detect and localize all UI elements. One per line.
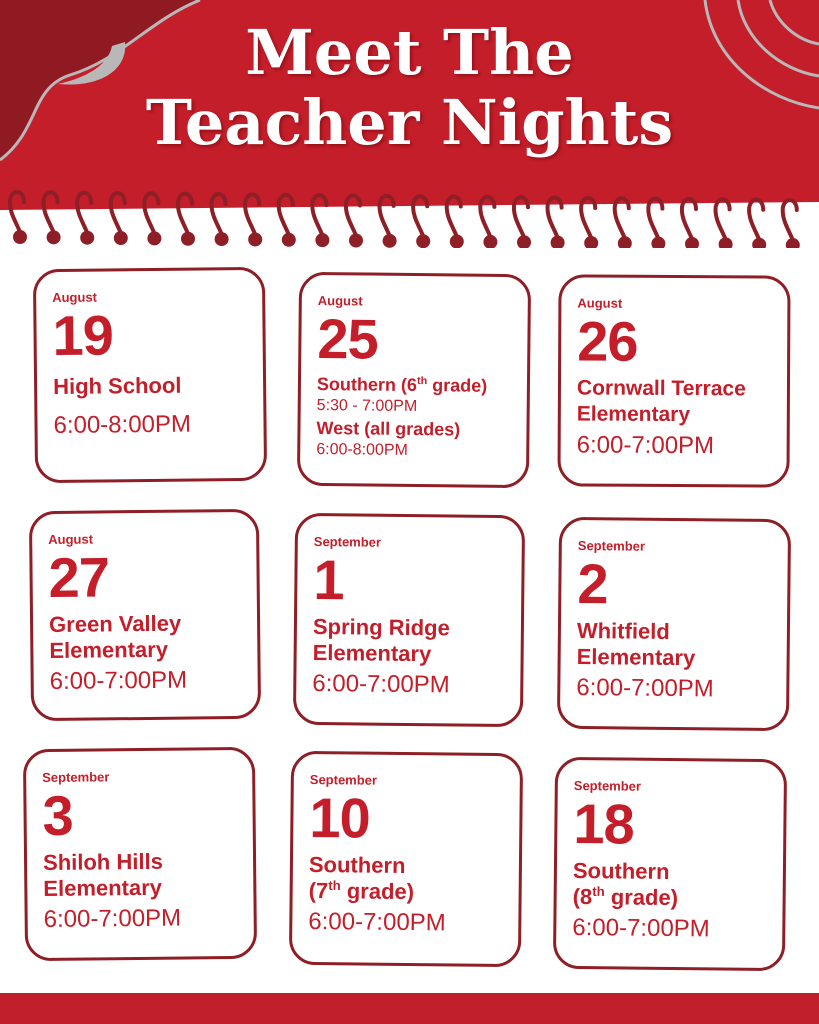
event-day: 10	[309, 785, 371, 850]
event-school: Cornwall Terrace Elementary	[576, 376, 746, 427]
title-line-1: Meet The	[245, 16, 574, 89]
binding-ring	[10, 192, 27, 244]
binding-ring	[312, 195, 329, 247]
event-time: 6:00-7:00PM	[312, 669, 450, 699]
event-school: West (all grades)	[316, 417, 461, 440]
event-day: 1	[313, 547, 344, 612]
event-day: 19	[52, 303, 114, 368]
binding-ring	[178, 194, 195, 246]
binding-ring	[615, 198, 632, 248]
event-month: September	[42, 769, 110, 786]
event-month: August	[48, 531, 94, 548]
binding-ring	[111, 193, 128, 245]
binding-ring	[480, 197, 497, 248]
event-school: Southern (8th grade)	[572, 857, 679, 911]
event-time: 6:00-7:00PM	[576, 673, 714, 703]
bottom-bar	[0, 993, 819, 1024]
event-day: 2	[577, 551, 608, 616]
event-school: Southern (6th grade)	[316, 373, 488, 396]
event-school: High School	[52, 372, 182, 400]
event-school: Whitfield Elementary	[576, 617, 696, 671]
binding-ring	[77, 193, 94, 245]
event-school: Spring Ridge Elementary	[312, 613, 450, 667]
event-month: August	[52, 289, 98, 306]
event-day: 27	[48, 545, 110, 610]
event-card-aug-19	[33, 267, 267, 483]
event-card-sep-2	[557, 517, 791, 731]
event-time: 6:00-7:00PM	[43, 904, 182, 934]
event-school: Southern (7th grade)	[308, 851, 415, 905]
event-month: September	[313, 533, 382, 550]
binding-ring	[682, 199, 699, 248]
binding-ring	[144, 193, 161, 245]
binding-ring	[212, 194, 229, 246]
event-card-sep-3	[23, 747, 257, 961]
event-school: Green Valley Elementary	[48, 610, 182, 664]
binding-ring	[245, 194, 262, 246]
binding-ring	[648, 199, 665, 248]
event-day: 26	[577, 309, 638, 373]
binding-ring	[447, 196, 464, 248]
event-time: 6:00-8:00PM	[53, 410, 192, 440]
title-line-2: Teacher Nights	[145, 86, 674, 159]
event-school: Shiloh Hills Elementary	[42, 848, 164, 902]
event-day: 25	[317, 306, 379, 371]
event-day: 3	[42, 783, 74, 848]
event-month: September	[573, 777, 642, 794]
page-title	[0, 18, 819, 158]
binding-ring	[279, 195, 296, 247]
event-card-aug-27	[29, 509, 261, 721]
binding-ring	[749, 200, 766, 248]
event-day: 18	[573, 791, 635, 856]
binding-ring	[548, 198, 565, 248]
binding-ring	[380, 196, 397, 248]
event-card-sep-18	[553, 757, 787, 971]
binding-ring	[346, 195, 363, 247]
binding-ring	[514, 197, 531, 248]
binding-ring	[783, 200, 800, 248]
event-month: August	[577, 295, 623, 311]
event-time: 6:00-7:00PM	[572, 913, 710, 943]
event-month: September	[309, 771, 378, 788]
event-time: 6:00-7:00PM	[308, 907, 446, 937]
event-time: 6:00-8:00PM	[316, 440, 408, 459]
binding-ring	[44, 192, 61, 244]
spiral-binding	[0, 178, 819, 248]
event-card-aug-25	[297, 272, 531, 488]
binding-ring	[716, 199, 733, 248]
event-month: August	[317, 292, 363, 309]
event-card-sep-1	[293, 513, 525, 727]
event-time: 6:00-7:00PM	[49, 666, 188, 696]
event-time: 5:30 - 7:00PM	[316, 396, 418, 416]
event-card-aug-26	[557, 274, 790, 487]
event-time: 6:00-7:00PM	[576, 431, 715, 460]
event-month: September	[577, 537, 646, 554]
binding-ring	[413, 196, 430, 248]
binding-ring	[581, 198, 598, 248]
event-card-sep-10	[289, 751, 523, 967]
